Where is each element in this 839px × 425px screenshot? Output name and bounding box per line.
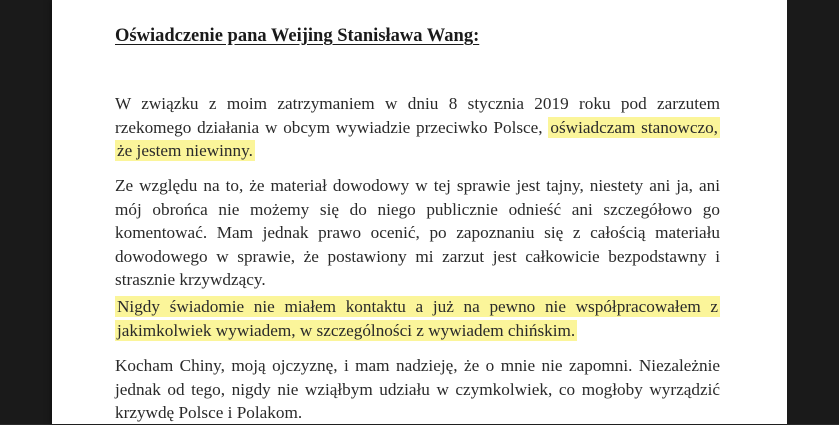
paragraph-1-text: W związku z moim zatrzymaniem w dniu 8 stycznia 2019 roku pod zarzutem rzekomego działania w obcym wywiadzie przeciwko Polsce, bbox=[115, 94, 720, 137]
statement-title: Oświadczenie pana Weijing Stanisława Wang: bbox=[115, 26, 480, 46]
right-border bbox=[787, 0, 839, 424]
paragraph-2-text: Ze względu na to, że materiał dowodowy w tej sprawie jest tajny, niestety ani ja, ani mój obrońca nie możemy się do niego publicznie odnieść ani szczegółowo go komentować. Mam jednak prawo ocenić, po zapoznaniu się z całością materiału dowodowego w sprawie, że postawiony mi zarzut jest całkowicie bezpodstawny i strasznie krzywdzący. bbox=[115, 176, 720, 289]
paragraph-3-highlight: Nigdy świadomie nie miałem kontaktu a już na pewno nie współpracowałem z jakimkolwiek wywiadem, w szczególności z wywiadem chińskim. bbox=[117, 297, 718, 340]
paragraph-2 bbox=[115, 174, 720, 292]
paragraph-4 bbox=[115, 354, 720, 425]
paragraph-3 bbox=[115, 295, 720, 342]
paragraph-4-text: Kocham Chiny, moją ojczyznę, i mam nadzieję, że o mnie nie zapomni. Niezależnie jednak od tego, nigdy nie wziąłbym udziału w czymkolwiek, co mogłoby wyrządzić krzywdę Polsce i Polakom. bbox=[115, 356, 720, 422]
document-page bbox=[52, 0, 787, 424]
paragraph-1-highlight: oświadczam stanowczo, że jestem niewinny. bbox=[117, 117, 718, 160]
paragraph-1 bbox=[115, 92, 720, 163]
left-border bbox=[0, 0, 52, 424]
